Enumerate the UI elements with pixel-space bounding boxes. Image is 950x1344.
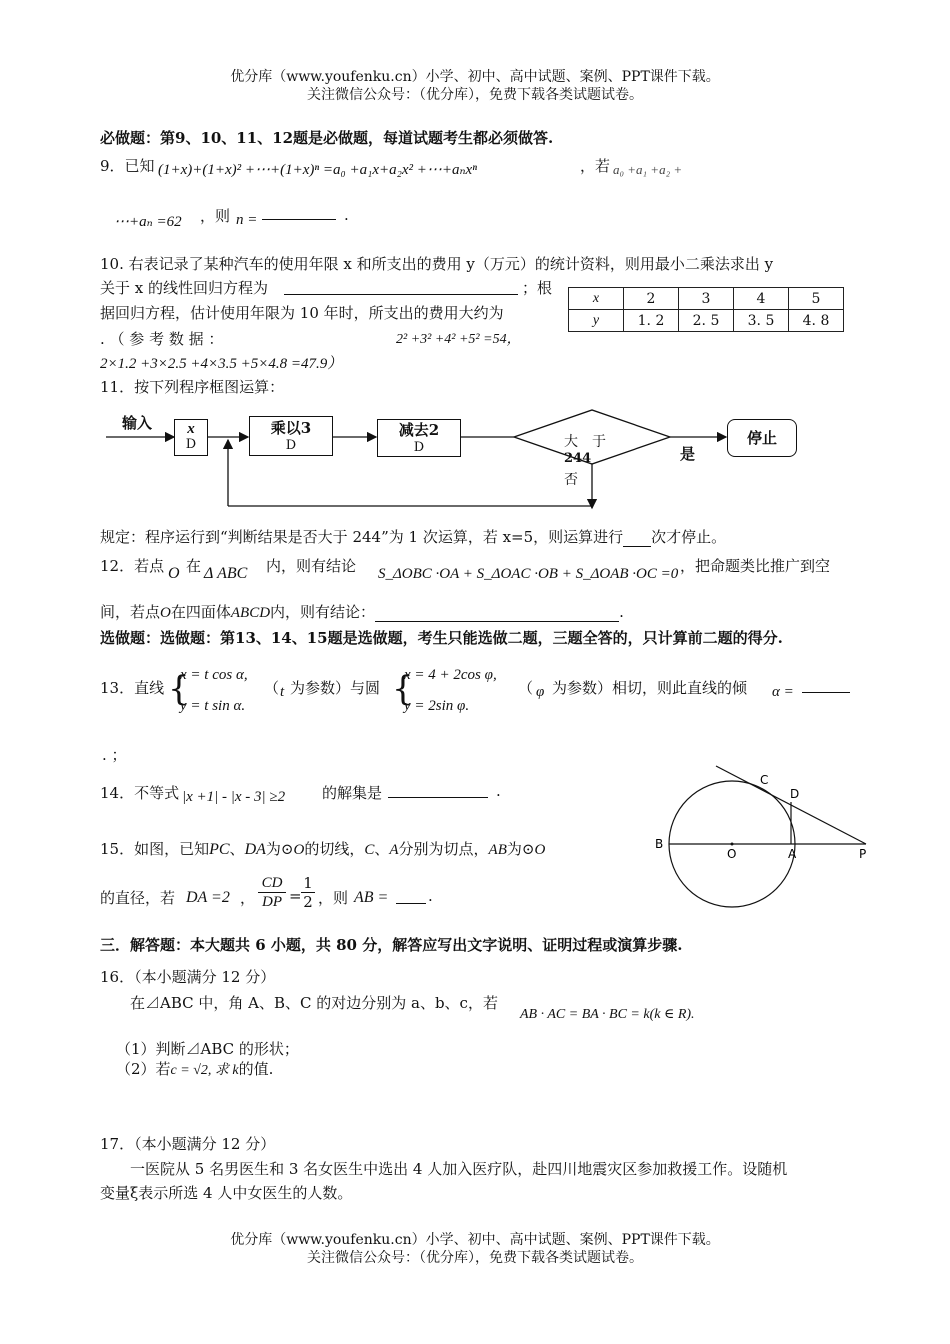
q10-line2b: ；根 [522, 279, 553, 297]
q11-title: 11．按下列程序框图运算： [100, 378, 285, 396]
q15-half-den: 2 [303, 893, 313, 911]
q13-p4: 为参数）相切，则此直线的倾 [552, 679, 748, 697]
flow-cond-1: 大 于 [564, 434, 606, 450]
q13-pre: 13．直线 [100, 679, 165, 697]
q16-s2b: 的值. [238, 1060, 274, 1078]
q12-abcd: ABCD [230, 605, 271, 621]
q10-line3: 据回归方程，估计使用年限为 10 年时，所支出的费用大约为 [100, 304, 504, 322]
q13-answer-blank[interactable] [802, 692, 850, 693]
q17-body1: 一医院从 5 名男医生和 3 名女医生中选出 4 人加入医疗队，赴四川地震灾区参加救援工作。设随机 [130, 1160, 788, 1178]
q10-data-table [568, 287, 844, 332]
q16-body: 在⊿ABC 中，角 A、B、C 的对边分别为 a、b、c，若 [130, 994, 498, 1012]
table-row [569, 310, 844, 332]
q9-answer-blank[interactable] [262, 219, 336, 220]
q13-c2: y = 2sin φ. [404, 698, 470, 714]
flow-stop-box: 停止 [727, 419, 797, 457]
q15-l2b: ， [240, 889, 256, 907]
table-cell: 2 [624, 288, 679, 310]
table-cell: 5 [789, 288, 844, 310]
q12-triangle: Δ ABC [204, 565, 248, 582]
flow-subtract-label: 减去2 [398, 421, 440, 439]
q15-line1 [100, 838, 545, 859]
q15-frac-den: DP [262, 894, 282, 910]
q10-line1: 10. 右表记录了某种汽车的使用年限 x 和所支出的费用 y（万元）的统计资料，则用最小二乘法求出 y [100, 255, 774, 273]
flow-yes-label: 是 [680, 445, 696, 463]
q13-t: t [280, 684, 285, 700]
table-cell: 4. 8 [789, 310, 844, 332]
q12-line2c: 内，则有结论： [270, 603, 376, 621]
flow-x-box [174, 419, 208, 456]
q13-brace-2: { [392, 669, 414, 709]
q14-post: 的解集是 [322, 784, 383, 802]
section-3: 三．解答题：本大题共 6 小题，共 80 分，解答应写出文字说明、证明过程或演算步骤. [100, 936, 683, 954]
q13-p3: （ [518, 679, 534, 697]
q12-end: . [619, 603, 624, 621]
q14-end: . [496, 782, 501, 800]
q12-p1: 12．若点 [100, 557, 165, 575]
q9-mid: ，若 [580, 157, 611, 175]
q15-da2: DA =2 [186, 889, 230, 906]
q13-c1: x = 4 + 2cos φ, [404, 667, 497, 683]
q13-l2: y = t sin α. [180, 698, 246, 714]
q16-expr: AB · AC = BA · BC = k(k ∈ R). [520, 1007, 695, 1022]
q15-l2a: 的直径，若 [100, 889, 176, 907]
flow-d-label: D [413, 440, 425, 455]
q14-answer-blank[interactable] [388, 797, 488, 798]
q12-expr: S_ΔOBC ·OA + S_ΔOAC ·OB + S_ΔOAB ·OC =0 [378, 566, 679, 582]
q13-brace-1: { [168, 669, 190, 709]
q9-period: . [344, 206, 349, 224]
q16-s2a: （2）若 [116, 1060, 171, 1078]
label-D: D [790, 787, 800, 801]
header-line-2: 关注微信公众号：（优分库），免费下载各类试题试卷。 [307, 87, 643, 103]
flow-input-label: 输入 [122, 414, 153, 432]
q15-sep: 、 [229, 840, 245, 858]
q13-l1: x = t cos α, [180, 667, 248, 683]
flow-d-label: D [185, 437, 197, 452]
q9-expr2: a₀ +a₁ +a₂ + [613, 162, 683, 177]
q12-line2b: 在四面体 [170, 603, 231, 621]
q16-s2 [116, 1058, 273, 1079]
table-cell: 3 [679, 288, 734, 310]
q15-l2c: ，则 [318, 889, 349, 907]
q15-answer-blank[interactable] [396, 903, 426, 904]
q10-line4b: 2² +3² +4² +5² =54， [396, 332, 521, 347]
q11-rule-text: 规定：程序运行到“判断结果是否大于 244”为 1 次运算，若 x=5，则运算进行 [100, 528, 624, 546]
q13-p2: 为参数）与圆 [290, 679, 381, 697]
q15-ab: AB [488, 842, 507, 858]
q15-frac-2 [301, 874, 315, 911]
q12-answer-blank[interactable] [375, 603, 619, 622]
flow-subtract-box [377, 419, 461, 457]
q9-expr3: ⋯+aₙ =62 [114, 214, 182, 230]
flow-cond-2: 244 [564, 451, 592, 466]
q13-p1: （ [264, 679, 280, 697]
q12-line2 [100, 601, 624, 622]
q12-in: 在 [186, 557, 202, 575]
q11-rule-end: 次才停止。 [651, 528, 727, 546]
q15-m1: 为⊙ [265, 840, 294, 858]
section-optional: 选做题：选做题：第13、14、15题是选做题，考生只能选做二题，三题全答的，只计算前二题的得分. [100, 629, 783, 647]
q15-end: . [428, 887, 433, 905]
q15-eq: = [289, 887, 302, 905]
q17-body2: 变量ξ表示所选 4 人中女医生的人数。 [100, 1184, 353, 1202]
label-B: B [655, 837, 664, 851]
q9-prefix: 9．已知 [100, 157, 155, 175]
header-line-1: 优分库（www.youfenku.cn）小学、初中、高中试题、案例、PPT课件下载。 [230, 69, 720, 85]
table-cell: 3. 5 [734, 310, 789, 332]
q12-p3: ，把命题类比推广到空 [680, 557, 831, 575]
q11-rule [100, 526, 726, 547]
q12-line2a: 间，若点 [100, 603, 161, 621]
q11-answer-blank[interactable] [623, 528, 651, 547]
table-row [569, 288, 844, 310]
q13-alpha: α = [772, 684, 794, 700]
table-cell: x [569, 288, 624, 310]
q14-expr: |x +1| - |x - 3| ≥2 [182, 789, 286, 805]
label-P: P [859, 847, 867, 861]
q15-c: C [364, 842, 375, 858]
q15-da: DA [244, 841, 266, 858]
table-cell: 4 [734, 288, 789, 310]
q9-tail: ，则 [200, 207, 231, 225]
q15-half-num: 1 [301, 874, 315, 893]
q15-o2: O [534, 842, 546, 858]
q15-o: O [293, 842, 305, 858]
flow-multiply-label: 乘以3 [270, 419, 312, 437]
label-C: C [760, 773, 769, 787]
q12-O2: O [160, 605, 171, 621]
label-O: O [727, 847, 737, 861]
q16-s1: （1）判断⊿ABC 的形状； [116, 1040, 299, 1058]
flow-multiply-box [249, 416, 333, 456]
q15-m3: 分别为切点， [398, 840, 489, 858]
section-required: 必做题：第9、10、11、12题是必做题，每道试题考生都必须做答. [100, 129, 554, 147]
q12-p2: 内，则有结论 [266, 557, 357, 575]
q16-title: 16．（本小题满分 12 分） [100, 968, 276, 986]
label-A: A [788, 847, 797, 861]
q10-line4a: . （ 参 考 数 据 ： [100, 330, 224, 348]
table-cell: y [569, 310, 624, 332]
q9-expr: (1+x)+(1+x)² +⋯+(1+x)ⁿ =a₀ +a₁x+a₂x² +⋯+aₙxⁿ [158, 162, 477, 178]
q10-line2: 关于 x 的线性回归方程为 [100, 279, 268, 297]
table-cell: 1. 2 [624, 310, 679, 332]
table-cell: 2. 5 [679, 310, 734, 332]
q15-frac-1 [258, 874, 286, 911]
q15-frac-num: CD [258, 874, 286, 893]
q15-ab2: AB = [354, 889, 389, 906]
flow-no-label: 否 [564, 472, 578, 488]
q15-figure [650, 762, 880, 912]
q9-n: n = [236, 212, 258, 228]
flow-x-label: x [187, 421, 195, 437]
q16-s2expr: c = √2, 求 k [170, 1063, 239, 1078]
q13-phi: φ [536, 684, 545, 700]
q15-m4: 为⊙ [506, 840, 535, 858]
q14-pre: 14．不等式 [100, 784, 180, 802]
flow-d-label: D [285, 438, 297, 453]
footer-line-1: 优分库（www.youfenku.cn）小学、初中、高中试题、案例、PPT课件下载。 [230, 1232, 720, 1248]
q15-pre: 15．如图，已知 [100, 840, 210, 858]
q10-line5: 2×1.2 +3×2.5 +4×3.5 +5×4.8 =47.9） [100, 356, 343, 372]
q15-sep2: 、 [374, 840, 390, 858]
q12-O: O [168, 565, 180, 582]
q15-a: A [389, 842, 399, 858]
center-dot [731, 843, 734, 846]
q17-title: 17．（本小题满分 12 分） [100, 1135, 276, 1153]
footer-line-2: 关注微信公众号：（优分库），免费下载各类试题试卷。 [307, 1250, 643, 1266]
q15-pc: PC [209, 841, 230, 858]
q10-answer-blank-1[interactable] [284, 294, 518, 295]
q13-tail: . ； [102, 746, 127, 764]
q15-m2: 的切线， [304, 840, 365, 858]
